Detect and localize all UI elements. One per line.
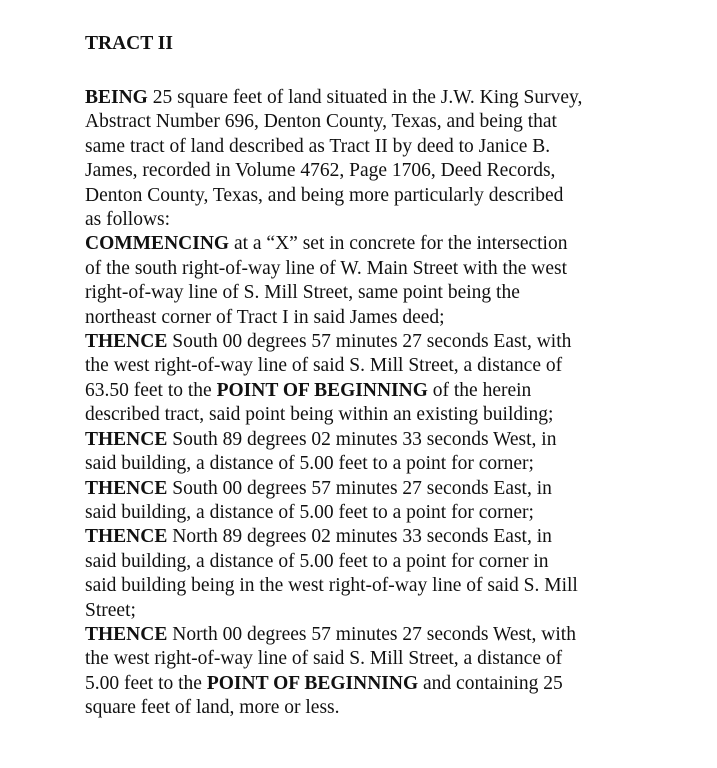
lead-word: THENCE (85, 477, 168, 499)
text-line: said building, a distance of 5.00 feet to a point for corner; (85, 501, 534, 523)
text-line (85, 623, 645, 647)
text-line (85, 672, 645, 696)
line-text: and containing 25 (418, 672, 563, 694)
tract-title: TRACT II (85, 33, 173, 54)
text-line: of the south right-of-way line of W. Main Street with the west (85, 257, 567, 279)
paragraph-thence-2 (85, 428, 645, 477)
lead-word: THENCE (85, 526, 168, 548)
line-text: North 00 degrees 57 minutes 27 seconds West, with (167, 623, 576, 645)
text-line (85, 232, 645, 256)
text-line: James, recorded in Volume 4762, Page 1706, Deed Records, (85, 160, 556, 182)
lead-word: COMMENCING (85, 233, 230, 255)
text-line: said building, a distance of 5.00 feet to a point for corner in (85, 550, 549, 572)
text-line: said building, a distance of 5.00 feet to a point for corner; (85, 453, 534, 475)
line-text: South 89 degrees 02 minutes 33 seconds West, in (167, 428, 557, 450)
text-line: right-of-way line of S. Mill Street, same point being the (85, 282, 520, 304)
text-line (85, 330, 645, 354)
text-line: the west right-of-way line of said S. Mill Street, a distance of (85, 648, 563, 670)
text-line: same tract of land described as Tract II by deed to Janice B. (85, 135, 551, 157)
text-line: as follows: (85, 209, 171, 231)
line-text: North 89 degrees 02 minutes 33 seconds East, in (167, 526, 552, 548)
lead-word: BEING (85, 87, 148, 108)
paragraph-being (85, 86, 645, 232)
point-of-beginning-bold: POINT OF BEGINNING (216, 379, 428, 401)
lead-word: THENCE (85, 428, 168, 450)
text-line (85, 379, 645, 403)
text-line: said building being in the west right-of-way line of said S. Mill (85, 575, 578, 597)
paragraph-thence-4 (85, 525, 645, 623)
paragraph-thence-3 (85, 477, 645, 526)
text-line: Abstract Number 696, Denton County, Texas, and being that (85, 111, 557, 133)
text-line: described tract, said point being within an existing building; (85, 404, 554, 426)
line-text: 25 square feet of land situated in the J.W. King Survey, (147, 87, 583, 108)
line-text: at a “X” set in concrete for the intersection (229, 233, 568, 255)
text-line: Denton County, Texas, and being more particularly described (85, 184, 564, 206)
line-text: 63.50 feet to the (85, 379, 217, 401)
line-text: of the herein (427, 379, 532, 401)
text-line (85, 477, 645, 501)
paragraph-commencing (85, 232, 645, 330)
text-line (85, 86, 645, 110)
text-line (85, 525, 645, 549)
lead-word: THENCE (85, 331, 168, 353)
text-line: northeast corner of Tract I in said James deed; (85, 306, 445, 328)
text-line: the west right-of-way line of said S. Mill Street, a distance of (85, 355, 563, 377)
line-text: South 00 degrees 57 minutes 27 seconds East, with (167, 331, 572, 353)
paragraph-thence-5 (85, 623, 645, 721)
lead-word: THENCE (85, 623, 168, 645)
paragraph-thence-1 (85, 330, 645, 428)
legal-description-page (85, 32, 645, 721)
text-line (85, 428, 645, 452)
line-text: South 00 degrees 57 minutes 27 seconds East, in (167, 477, 552, 499)
text-line: square feet of land, more or less. (85, 697, 340, 719)
text-line: Street; (85, 599, 136, 621)
point-of-beginning-bold: POINT OF BEGINNING (206, 672, 419, 694)
line-text: 5.00 feet to the (85, 672, 207, 694)
